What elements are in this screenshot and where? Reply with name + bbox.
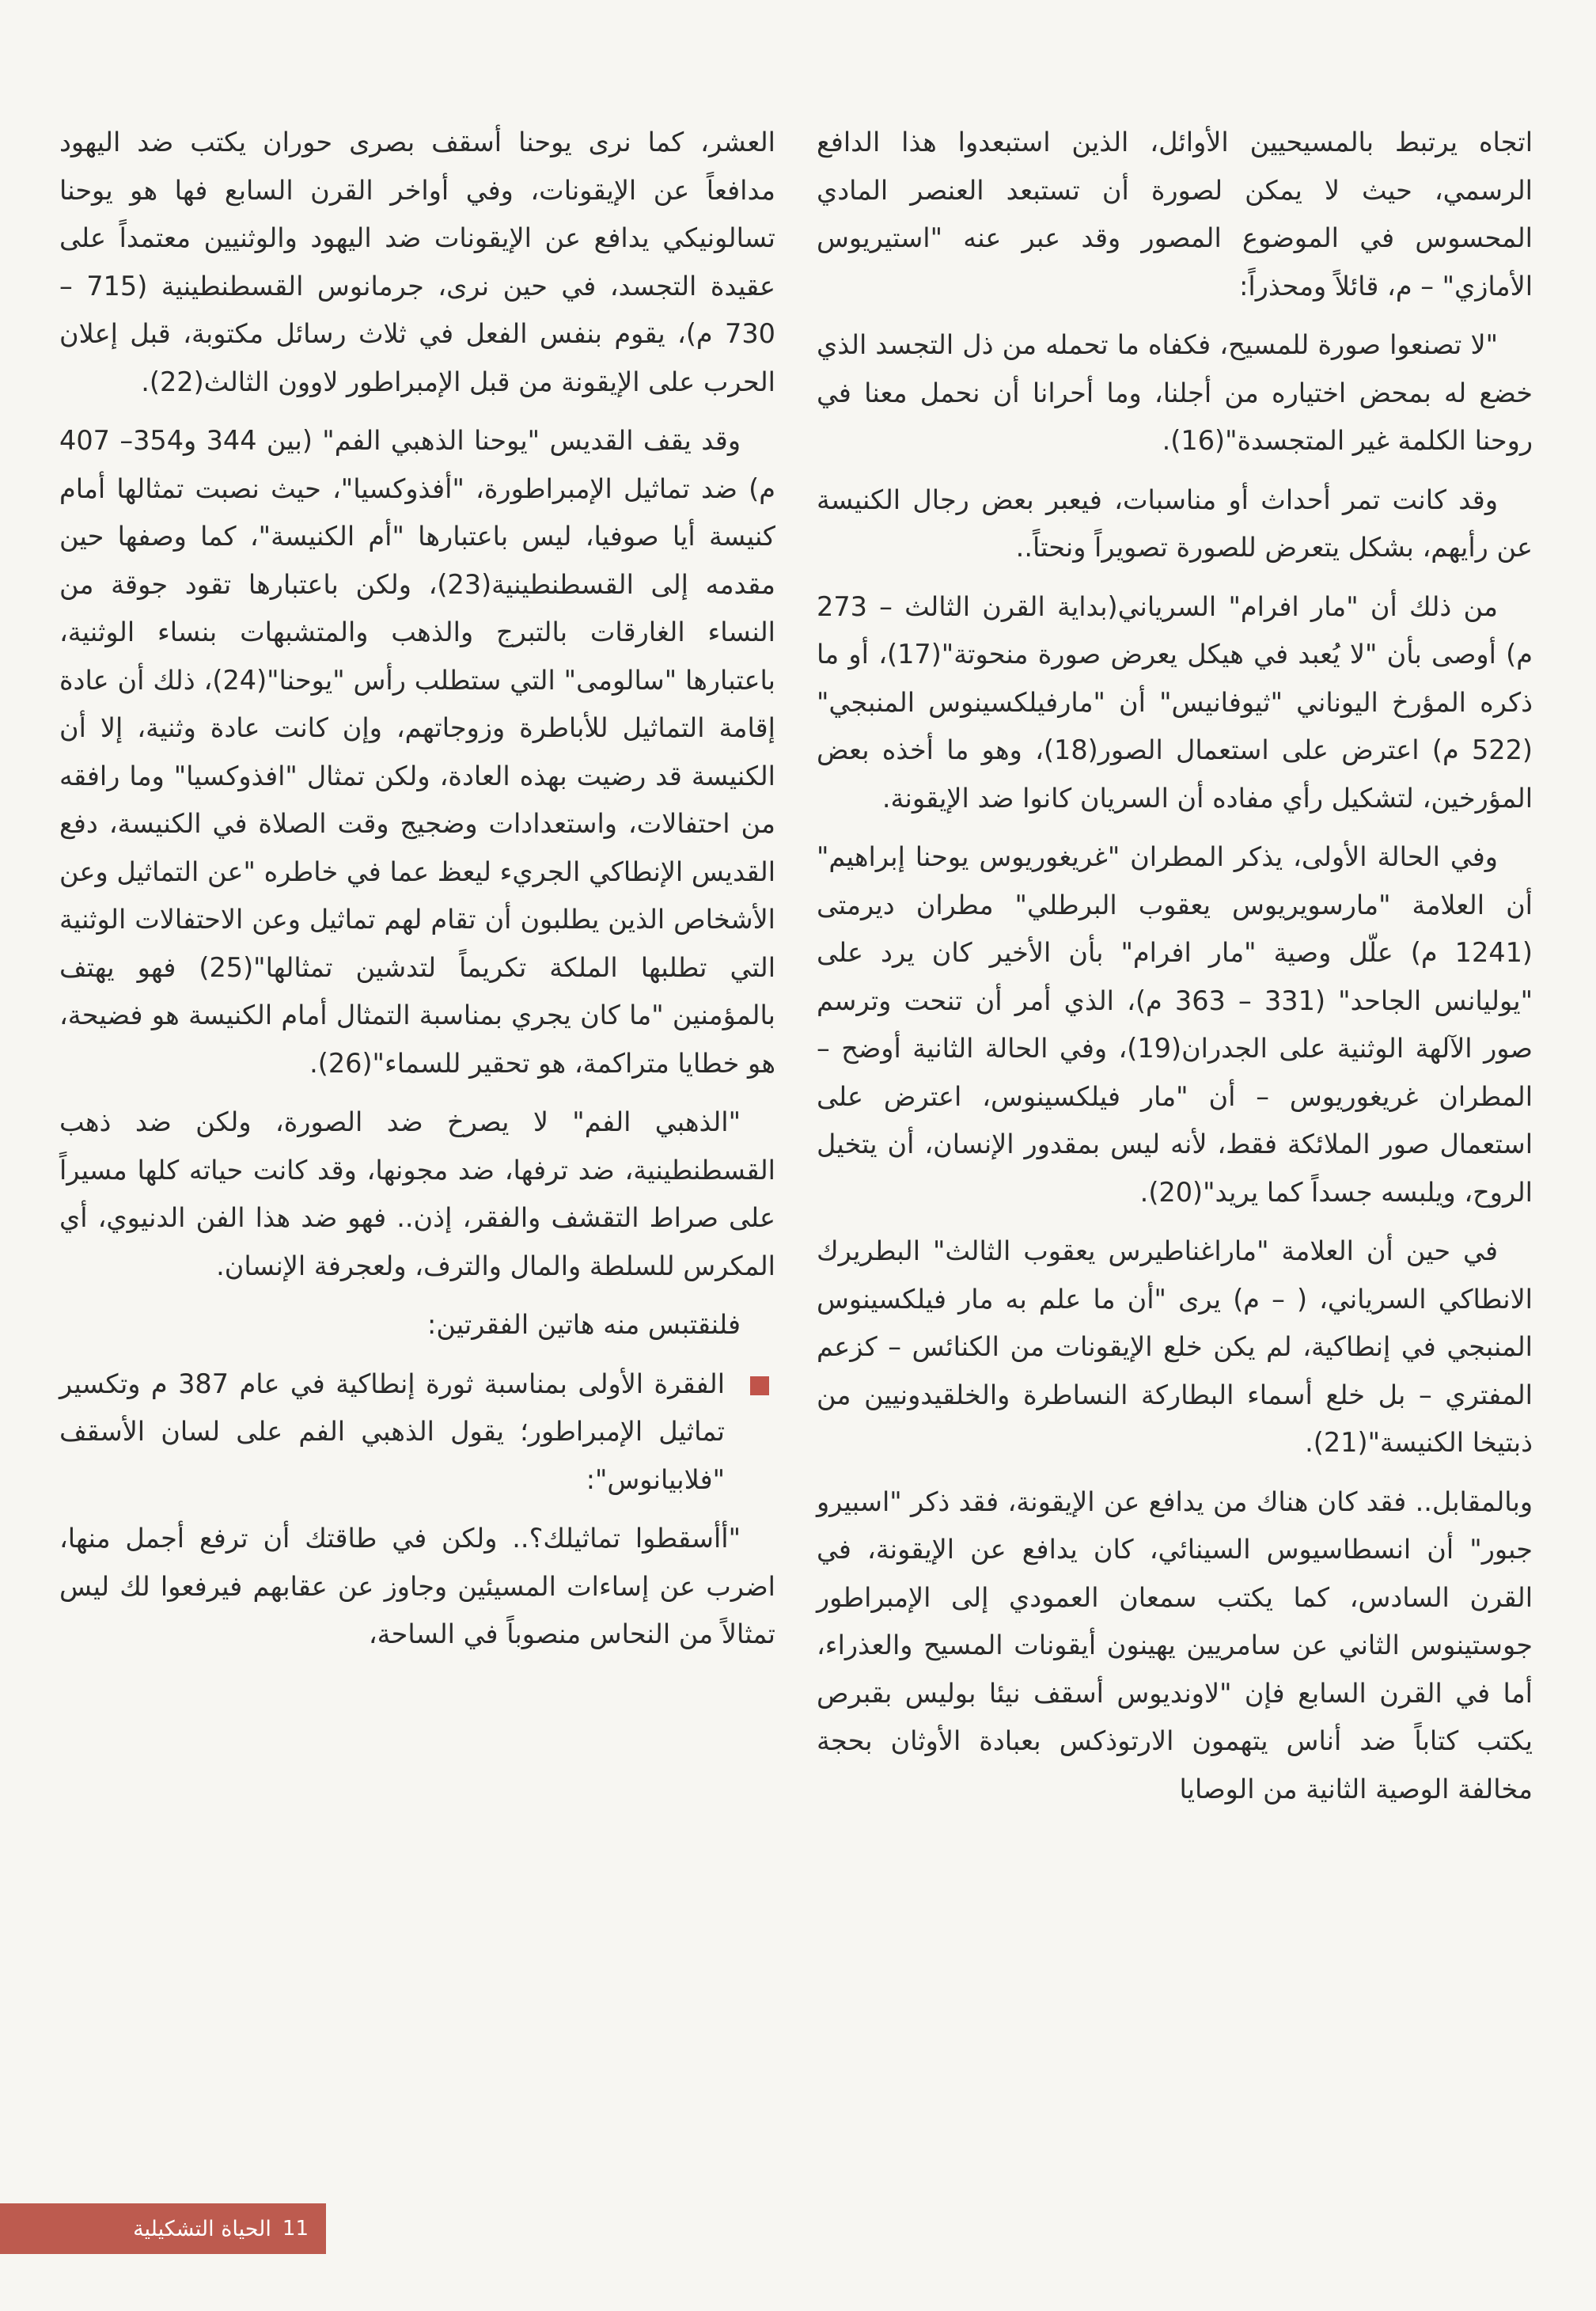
paragraph: العشر، كما نرى يوحنا أسقف بصرى حوران يكتب ضد اليهود مدافعاً عن الإيقونات، وفي أواخر القرن السابع فها هو يوحنا تسالونيكي يدافع عن الإيقونات ضد اليهود والوثنيين معتمداً على عقيدة التجسد، في حين نرى، جرمانوس القسطنطينية (715 – 730 م)، يقوم بنفس الفعل في ثلاث رسائل مكتوبة، قبل إعلان الحرب على الإيقونة من قبل الإمبراطور لاوون الثالث(22). (59, 127, 775, 397)
paragraph: "الذهبي الفم" لا يصرخ ضد الصورة، ولكن ضد ذهب القسطنطينية، ضد ترفها، ضد مجونها، وقد كانت حياته كلها مسيراً على صراط التقشف والفقر، إذن.. فهو ضد هذا الفن الدنيوي، أي المكرس للسلطة والمال والترف، ولعجرفة الإنسان. (59, 1106, 775, 1281)
paragraph: من ذلك أن "مار افرام" السرياني(بداية القرن الثالث – 273 م) أوصى بأن "لا يُعبد في هيكل يعرض صورة منحوتة"(17)، أو ما ذكره المؤرخ اليوناني "ثيوفانيس" أن "مارفيلكسينوس المنبجي" (522 م) اعترض على استعمال الصور(18)، وهو ما أخذه بعض المؤرخين، لتشكيل رأي مفاده أن السريان كانوا ضد الإيقونة. (817, 590, 1533, 814)
paragraph: اتجاه يرتبط بالمسيحيين الأوائل، الذين استبعدوا هذا الدافع الرسمي، حيث لا يمكن لصورة أن تستبعد العنصر المادي المحسوس في الموضوع المصور وقد عبر عنه "استيريوس الأمازي" – م، قائلاً ومحذراً: (817, 127, 1533, 302)
left-column (59, 119, 775, 1670)
footer-band (0, 2203, 326, 2254)
paragraph: "لا تصنعوا صورة للمسيح، فكفاه ما تحمله من ذل التجسد الذي خضع له بمحض اختياره من أجلنا، وما أحرانا أن نحمل معنا في روحنا الكلمة غير المتجسدة"(16). (817, 329, 1533, 456)
paragraph: وفي الحالة الأولى، يذكر المطران "غريغوريوس يوحنا إبراهيم" أن العلامة "مارسويريوس يعقوب البرطلي" مطران ديرمتى (1241 م) علّل وصية "مار افرام" بأن الأخير كان يرد على "يوليانس الجاحد" (331 – 363 م)، الذي أمر أن تنحت وترسم صور الآلهة الوثنية على الجدران(19)، وفي الحالة الثانية أوضح – المطران غريغوريوس – أن "مار فيلكسينوس، اعترض على استعمال صور الملائكة فقط، لأنه ليس بمقدور الإنسان، أن يتخيل الروح، ويلبسه جسداً كما يريد"(20). (817, 841, 1533, 1208)
bullet-item (59, 1360, 775, 1505)
paragraph: وبالمقابل.. فقد كان هناك من يدافع عن الإيقونة، فقد ذكر "اسبيرو جبور" أن انسطاسيوس السينائي، كان يدافع عن الإيقونة، في القرن السادس، كما يكتب سمعان العمودي إلى الإمبراطور جوستينوس الثاني عن سامريين يهينون أيقونات المسيح والعذراء، أما في القرن السابع فإن "لاونديوس أسقف نيئا بوليس بقبرص يكتب كتاباً ضد أناس يتهمون الارتوذكس بعبادة الأوثان بحجة مخالفة الوصية الثانية من الوصايا (817, 1486, 1533, 1804)
magazine-title: الحياة التشكيلية (133, 2216, 271, 2241)
right-column (817, 119, 1533, 1824)
paragraph: "أأسقطوا تماثيلك؟.. ولكن في طاقتك أن ترفع أجمل منها، اضرب عن إساءات المسيئين وجاوز عن عقابهم فيرفعوا لك ليس تمثالاً من النحاس منصوباً في الساحة، (59, 1523, 775, 1649)
paragraph: وقد يقف القديس "يوحنا الذهبي الفم" (بين 344 و354– 407 م) ضد تماثيل الإمبراطورة، "أفذوكسيا"، حيث نصبت تمثالها أمام كنيسة أيا صوفيا، ليس باعتبارها "أم الكنيسة"، كما وصفها حين مقدمه إلى القسطنطينية(23)، ولكن باعتبارها تقود جوقة من النساء الغارقات بالتبرج والذهب والمتشبهات بنساء الوثنية، باعتبارها "سالومى" التي ستطلب رأس "يوحنا"(24)، ذلك أن عادة إقامة التماثيل للأباطرة وزوجاتهم، وإن كانت عادة وثنية، إلا أن الكنيسة قد رضيت بهذه العادة، ولكن تمثال "افذوكسيا" وما رافقه من احتفالات، واستعدادات وضجيج وقت الصلاة في الكنيسة، دفع القديس الإنطاكي الجريء ليعظ عما في خاطره "عن التماثيل وعن الأشخاص الذين يطلبون أن تقام لهم تماثيل وعن الاحتفالات الوثنية التي تطلبها الملكة تكريماً لتدشين تمثالها"(25) فهو يهتف بالمؤمنين "ما كان يجري بمناسبة التمثال أمام الكنيسة هو فضيحة، هو خطايا متراكمة، هو تحقير للسماء"(26). (59, 425, 776, 1079)
page-number: 11 (282, 2217, 309, 2241)
paragraph: فلنقتبس منه هاتين الفقرتين: (427, 1309, 741, 1340)
bullet-paragraph: الفقرة الأولى بمناسبة ثورة إنطاكية في عام 387 م وتكسير تماثيل الإمبراطور؛ يقول الذهبي الفم على لسان الأسقف "فلابيانوس": (59, 1368, 725, 1495)
paragraph: وقد كانت تمر أحداث أو مناسبات، فيعبر بعض رجال الكنيسة عن رأيهم، بشكل يتعرض للصورة تصويراً ونحتاً.. (817, 484, 1533, 563)
paragraph: في حين أن العلامة "ماراغناطيرس يعقوب الثالث" البطريرك الانطاكي السرياني، ( – م) يرى "أن ما علم به مار فيلكسينوس المنبجي في إنطاكية، لم يكن خلع الإيقونات من الكنائس – كزعم المفتري – بل خلع أسماء البطاركة النساطرة والخلقيدونيين من ذبتيخا الكنيسة"(21). (817, 1235, 1533, 1458)
square-bullet-icon (750, 1376, 769, 1395)
